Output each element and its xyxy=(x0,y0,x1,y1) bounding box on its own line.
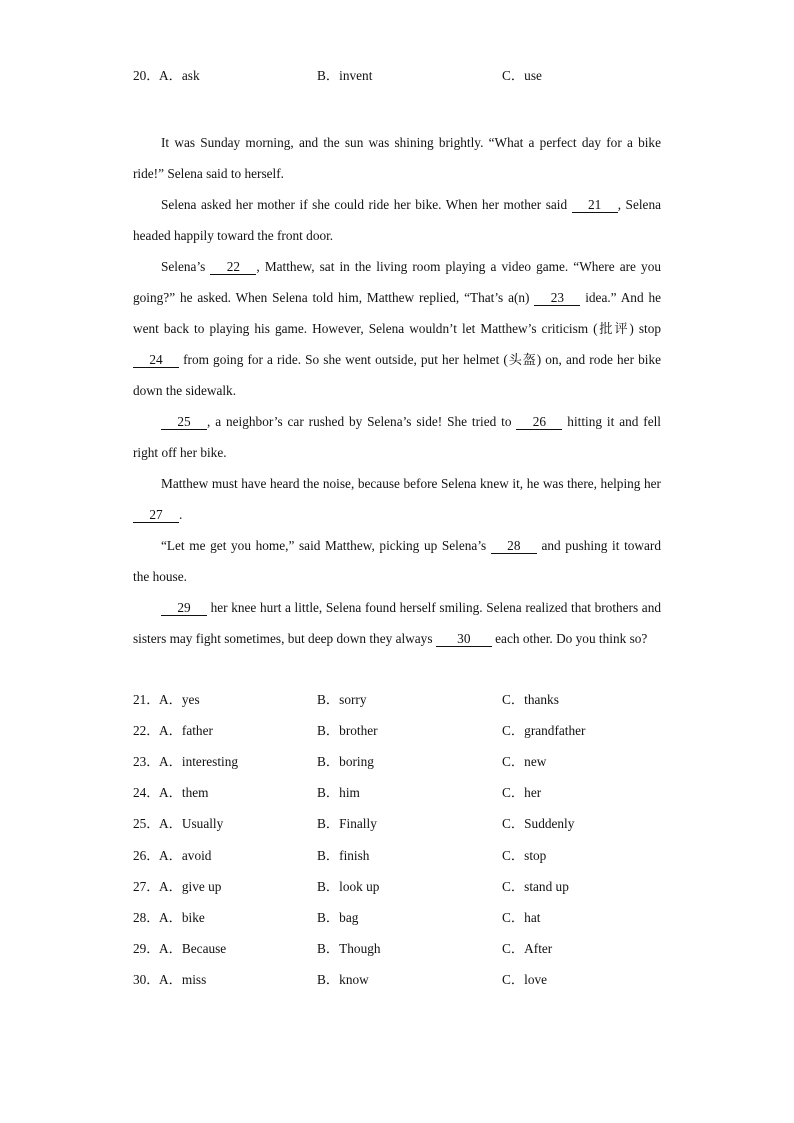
option-b: B．Finally xyxy=(317,816,377,831)
paragraph-text: from going for a ride. So she went outside, put her helmet (头盔) on, and rode her bike down the sidewalk. xyxy=(133,352,661,398)
option-a: A．ask xyxy=(159,68,200,83)
question-number: 21． xyxy=(133,692,160,707)
paragraph-text: , Selena headed happily toward the front door. xyxy=(133,197,661,243)
option-a: A．avoid xyxy=(159,848,212,863)
option-c: C．stand up xyxy=(502,879,569,894)
option-c: C．use xyxy=(502,68,542,83)
paragraph-text: her knee hurt a little, Selena found herself smiling. Selena realized that brothers and sisters may fight sometimes, but deep down they always xyxy=(133,600,661,646)
question-number: 30． xyxy=(133,972,160,987)
option-a: A．interesting xyxy=(159,754,239,769)
option-a: A．them xyxy=(159,785,209,800)
blank-26: 26 xyxy=(516,415,562,430)
option-c: C．new xyxy=(502,754,547,769)
option-c: C．thanks xyxy=(502,692,559,707)
option-c: C．love xyxy=(502,972,548,987)
option-c: C．grandfather xyxy=(502,723,586,738)
paragraph-text: It was Sunday morning, and the sun was shining brightly. “What a perfect day for a bike ride!” Selena said to herself. xyxy=(133,135,661,181)
paragraph-text: hitting it and fell right off her bike. xyxy=(133,414,662,460)
paragraph xyxy=(133,592,661,654)
paragraph xyxy=(133,468,661,530)
option-b: B．look up xyxy=(317,879,380,894)
blank-24: 24 xyxy=(133,353,179,368)
question-number: 23． xyxy=(133,754,160,769)
question-number: 22． xyxy=(133,723,160,738)
option-a: A．miss xyxy=(159,972,207,987)
paragraph-text: and pushing it toward the house. xyxy=(133,538,661,584)
question-number: 24． xyxy=(133,785,160,800)
paragraph xyxy=(133,127,661,189)
option-b: B．know xyxy=(317,972,369,987)
option-b: B．bag xyxy=(317,910,359,925)
paragraph-text: “Let me get you home,” said Matthew, picking up Selena’s xyxy=(161,538,491,553)
option-a: A．give up xyxy=(159,879,222,894)
paragraph xyxy=(133,189,661,251)
option-c: C．Suddenly xyxy=(502,816,575,831)
question-number: 27． xyxy=(133,879,160,894)
paragraph-text: , Matthew, sat in the living room playing a video game. “Where are you going?” he asked. When Selena told him, Matthew replied, “That’s a(n) xyxy=(133,259,661,305)
option-b: B．finish xyxy=(317,848,370,863)
question-number: 20． xyxy=(133,68,160,83)
option-a: A．Because xyxy=(159,941,227,956)
option-b: B．Though xyxy=(317,941,381,956)
option-a: A．bike xyxy=(159,910,205,925)
paragraph-text: idea.” And he went back to playing his game. However, Selena wouldn’t let Matthew’s criticism (批评) stop xyxy=(133,290,661,336)
option-a: A．yes xyxy=(159,692,200,707)
question-number: 29． xyxy=(133,941,160,956)
option-b: B．boring xyxy=(317,754,374,769)
blank-23: 23 xyxy=(534,291,580,306)
paragraph-text: , a neighbor’s car rushed by Selena’s side! She tried to xyxy=(207,414,517,429)
blank-29: 29 xyxy=(161,601,207,616)
option-c: C．her xyxy=(502,785,542,800)
blank-28: 28 xyxy=(491,539,537,554)
paragraph-text: Selena asked her mother if she could ride her bike. When her mother said xyxy=(161,197,572,212)
blank-21: 21 xyxy=(572,198,618,213)
blank-27: 27 xyxy=(133,508,179,523)
option-c: C．hat xyxy=(502,910,541,925)
option-b: B．sorry xyxy=(317,692,367,707)
option-c: C．stop xyxy=(502,848,547,863)
paragraph xyxy=(133,530,661,592)
paragraph-text: . xyxy=(179,507,183,522)
paragraph xyxy=(133,251,661,406)
option-b: B．invent xyxy=(317,68,373,83)
option-b: B．him xyxy=(317,785,360,800)
blank-25: 25 xyxy=(161,415,207,430)
option-c: C．After xyxy=(502,941,553,956)
blank-30: 30 xyxy=(436,632,492,647)
question-number: 28． xyxy=(133,910,160,925)
blank-22: 22 xyxy=(210,260,256,275)
cloze-passage xyxy=(133,127,661,654)
paragraph-text: each other. Do you think so? xyxy=(491,631,648,646)
paragraph-text: Matthew must have heard the noise, because before Selena knew it, he was there, helping her xyxy=(161,476,661,491)
option-b: B．brother xyxy=(317,723,378,738)
option-a: A．father xyxy=(159,723,213,738)
option-a: A．Usually xyxy=(159,816,224,831)
paragraph xyxy=(133,406,661,468)
question-number: 26． xyxy=(133,848,160,863)
paragraph-text: Selena’s xyxy=(161,259,211,274)
question-number: 25． xyxy=(133,816,160,831)
